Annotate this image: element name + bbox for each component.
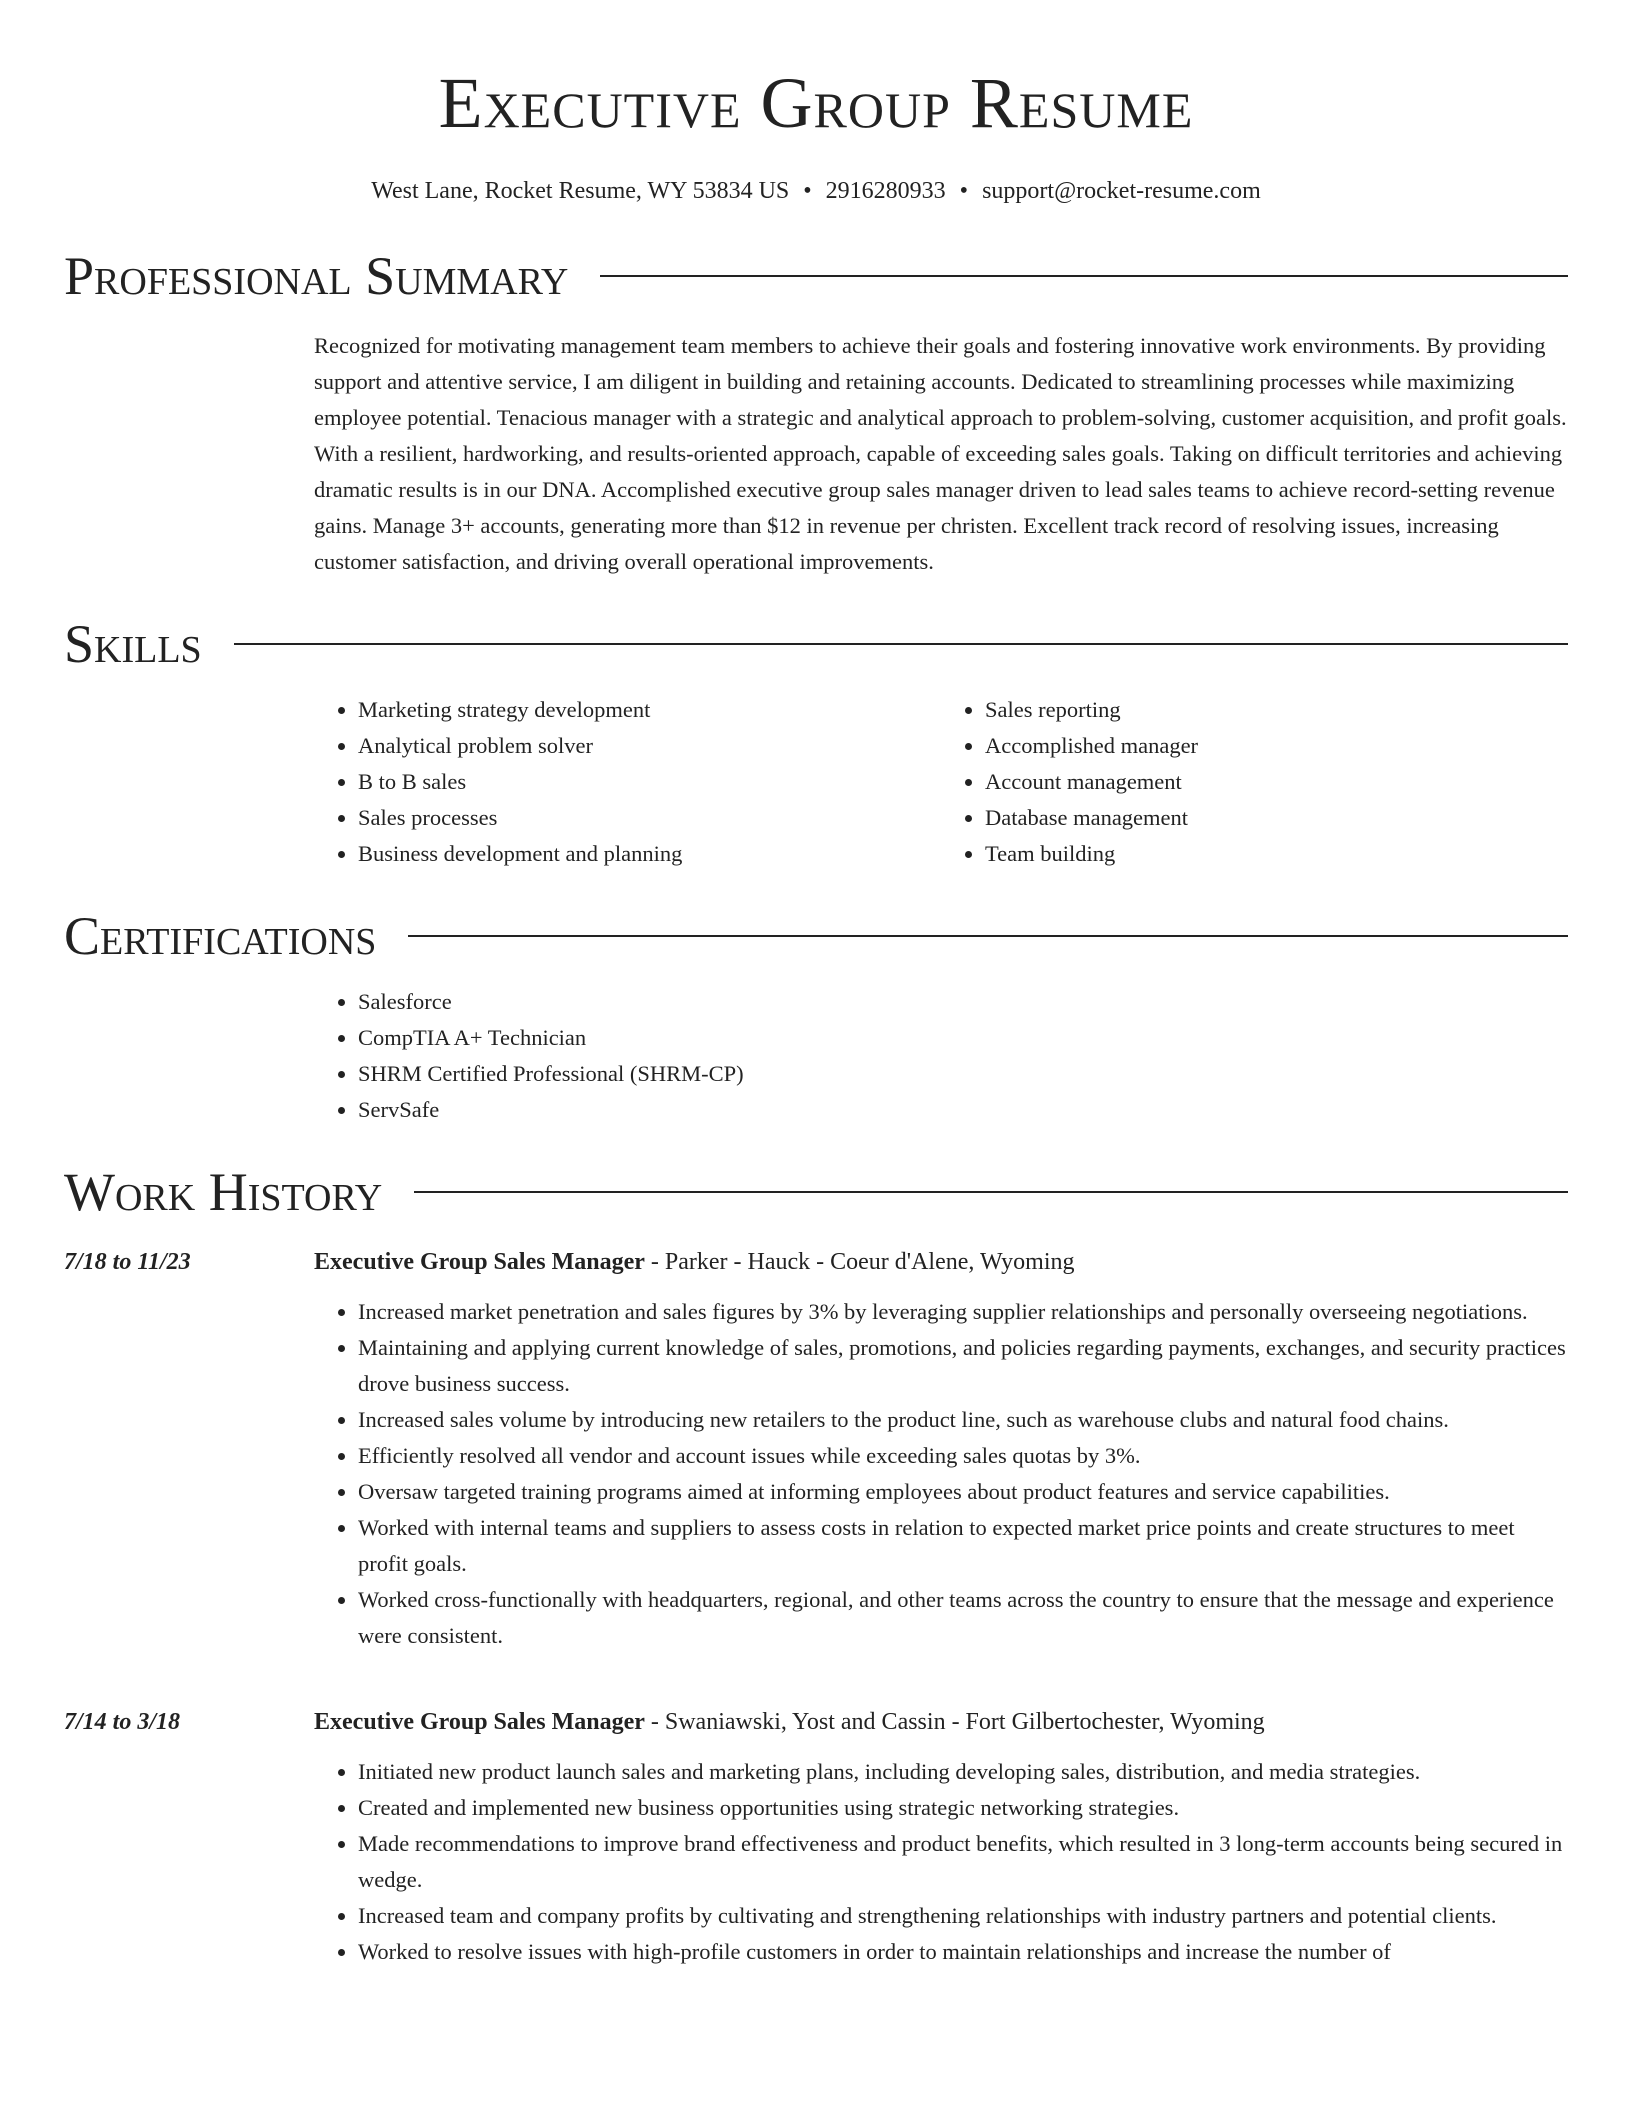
job-entry <box>64 1704 1568 1970</box>
summary-section-header <box>64 246 1568 306</box>
contact-separator: • <box>803 178 812 204</box>
contact-phone: 2916280933 <box>825 178 946 204</box>
job-header <box>64 1704 1568 1740</box>
certification-item: • SHRM Certified Professional (SHRM-CP) <box>358 1056 1568 1092</box>
certifications-list <box>314 984 1568 1128</box>
section-divider <box>600 275 1568 277</box>
skill-item: • Account management <box>985 764 1568 800</box>
job-bullet: • Created and implemented new business opportunities using strategic networking strategies. <box>358 1790 1568 1826</box>
job-title: Executive Group Sales Manager <box>314 1709 645 1735</box>
job-title: Executive Group Sales Manager <box>314 1249 645 1275</box>
job-bullet: • Made recommendations to improve brand effectiveness and product benefits, which resulted in 3 long-term accounts being secured in wedge. <box>358 1826 1568 1898</box>
skill-item: • Business development and planning <box>358 836 941 872</box>
skill-item: • Team building <box>985 836 1568 872</box>
contact-line <box>64 176 1568 206</box>
job-bullet-list <box>314 1754 1568 1970</box>
job-bullet: • Increased market penetration and sales figures by 3% by leveraging supplier relationships and personally overseeing negotiations. <box>358 1294 1568 1330</box>
certifications-bullets <box>314 984 1568 1128</box>
skills-heading: Skills <box>64 614 202 674</box>
contact-address: West Lane, Rocket Resume, WY 53834 US <box>371 178 790 204</box>
skill-item: • B to B sales <box>358 764 941 800</box>
job-bullets <box>314 1754 1568 1970</box>
certification-item: • Salesforce <box>358 984 1568 1020</box>
job-bullet: • Worked to resolve issues with high-profile customers in order to maintain relationships and increase the number of <box>358 1934 1568 1970</box>
summary-heading: Professional Summary <box>64 246 569 306</box>
work-section-header <box>64 1162 1568 1222</box>
skill-item: • Analytical problem solver <box>358 728 941 764</box>
job-bullet: • Increased team and company profits by cultivating and strengthening relationships with industry partners and potential clients. <box>358 1898 1568 1934</box>
skills-column-right <box>941 692 1568 872</box>
certification-item: • CompTIA A+ Technician <box>358 1020 1568 1056</box>
summary-text: Recognized for motivating management team members to achieve their goals and fostering innovative work environments. By providing support and attentive service, I am diligent in building and retaining accounts. Dedicated to streamlining processes while maximizing employee potential. Tenacious manager with a strategic and analytical approach to problem-solving, customer acquisition, and profit goals. With a resilient, hardworking, and results-oriented approach, capable of exceeding sales goals. Taking on difficult territories and achieving dramatic results is in our DNA. Accomplished executive group sales manager driven to lead sales teams to achieve record-setting revenue gains. Manage 3+ accounts, generating more than $12 in revenue per christen. Excellent track record of resolving issues, increasing customer satisfaction, and driving overall operational improvements. <box>314 333 1567 574</box>
job-bullet-list <box>314 1294 1568 1654</box>
skill-item: • Database management <box>985 800 1568 836</box>
job-dates: 7/18 to 11/23 <box>64 1249 191 1275</box>
job-employer: - Swaniawski, Yost and Cassin - Fort Gilbertochester, Wyoming <box>644 1709 1265 1735</box>
job-title-line <box>314 1704 1265 1740</box>
job-employer: - Parker - Hauck - Coeur d'Alene, Wyoming <box>644 1249 1075 1275</box>
job-spacer <box>64 1654 1568 1682</box>
job-bullet: • Worked with internal teams and suppliers to assess costs in relation to expected market price points and create structures to meet profit goals. <box>358 1510 1568 1582</box>
job-bullets <box>314 1294 1568 1654</box>
skills-list <box>314 692 1568 872</box>
job-entry <box>64 1244 1568 1654</box>
job-title-line <box>314 1244 1075 1280</box>
work-heading: Work History <box>64 1162 383 1222</box>
section-divider <box>414 1191 1568 1193</box>
job-bullet: • Increased sales volume by introducing new retailers to the product line, such as warehouse clubs and natural food chains. <box>358 1402 1568 1438</box>
certification-item: • ServSafe <box>358 1092 1568 1128</box>
section-divider <box>408 935 1568 937</box>
skills-column-left <box>314 692 941 872</box>
skill-item: • Sales reporting <box>985 692 1568 728</box>
skill-item: • Accomplished manager <box>985 728 1568 764</box>
skills-section-header <box>64 614 1568 674</box>
contact-separator: • <box>959 178 969 204</box>
job-bullet: • Oversaw targeted training programs aimed at informing employees about product features and service capabilities. <box>358 1474 1568 1510</box>
job-bullet: • Efficiently resolved all vendor and account issues while exceeding sales quotas by 3%. <box>358 1438 1568 1474</box>
skill-item: • Sales processes <box>358 800 941 836</box>
job-header <box>64 1244 1568 1280</box>
job-bullet: • Worked cross-functionally with headquarters, regional, and other teams across the country to ensure that the message and experience were consistent. <box>358 1582 1568 1654</box>
job-bullet: • Initiated new product launch sales and marketing plans, including developing sales, distribution, and media strategies. <box>358 1754 1568 1790</box>
job-bullet: • Maintaining and applying current knowledge of sales, promotions, and policies regarding payments, exchanges, and security practices drove business success. <box>358 1330 1568 1402</box>
section-divider <box>234 643 1568 645</box>
job-dates: 7/14 to 3/18 <box>64 1709 181 1735</box>
skill-item: • Marketing strategy development <box>358 692 941 728</box>
resume-name: Executive Group Resume <box>438 63 1194 143</box>
certifications-section-header <box>64 906 1568 966</box>
contact-email: support@rocket-resume.com <box>982 178 1261 204</box>
certifications-heading: Certifications <box>64 906 377 966</box>
